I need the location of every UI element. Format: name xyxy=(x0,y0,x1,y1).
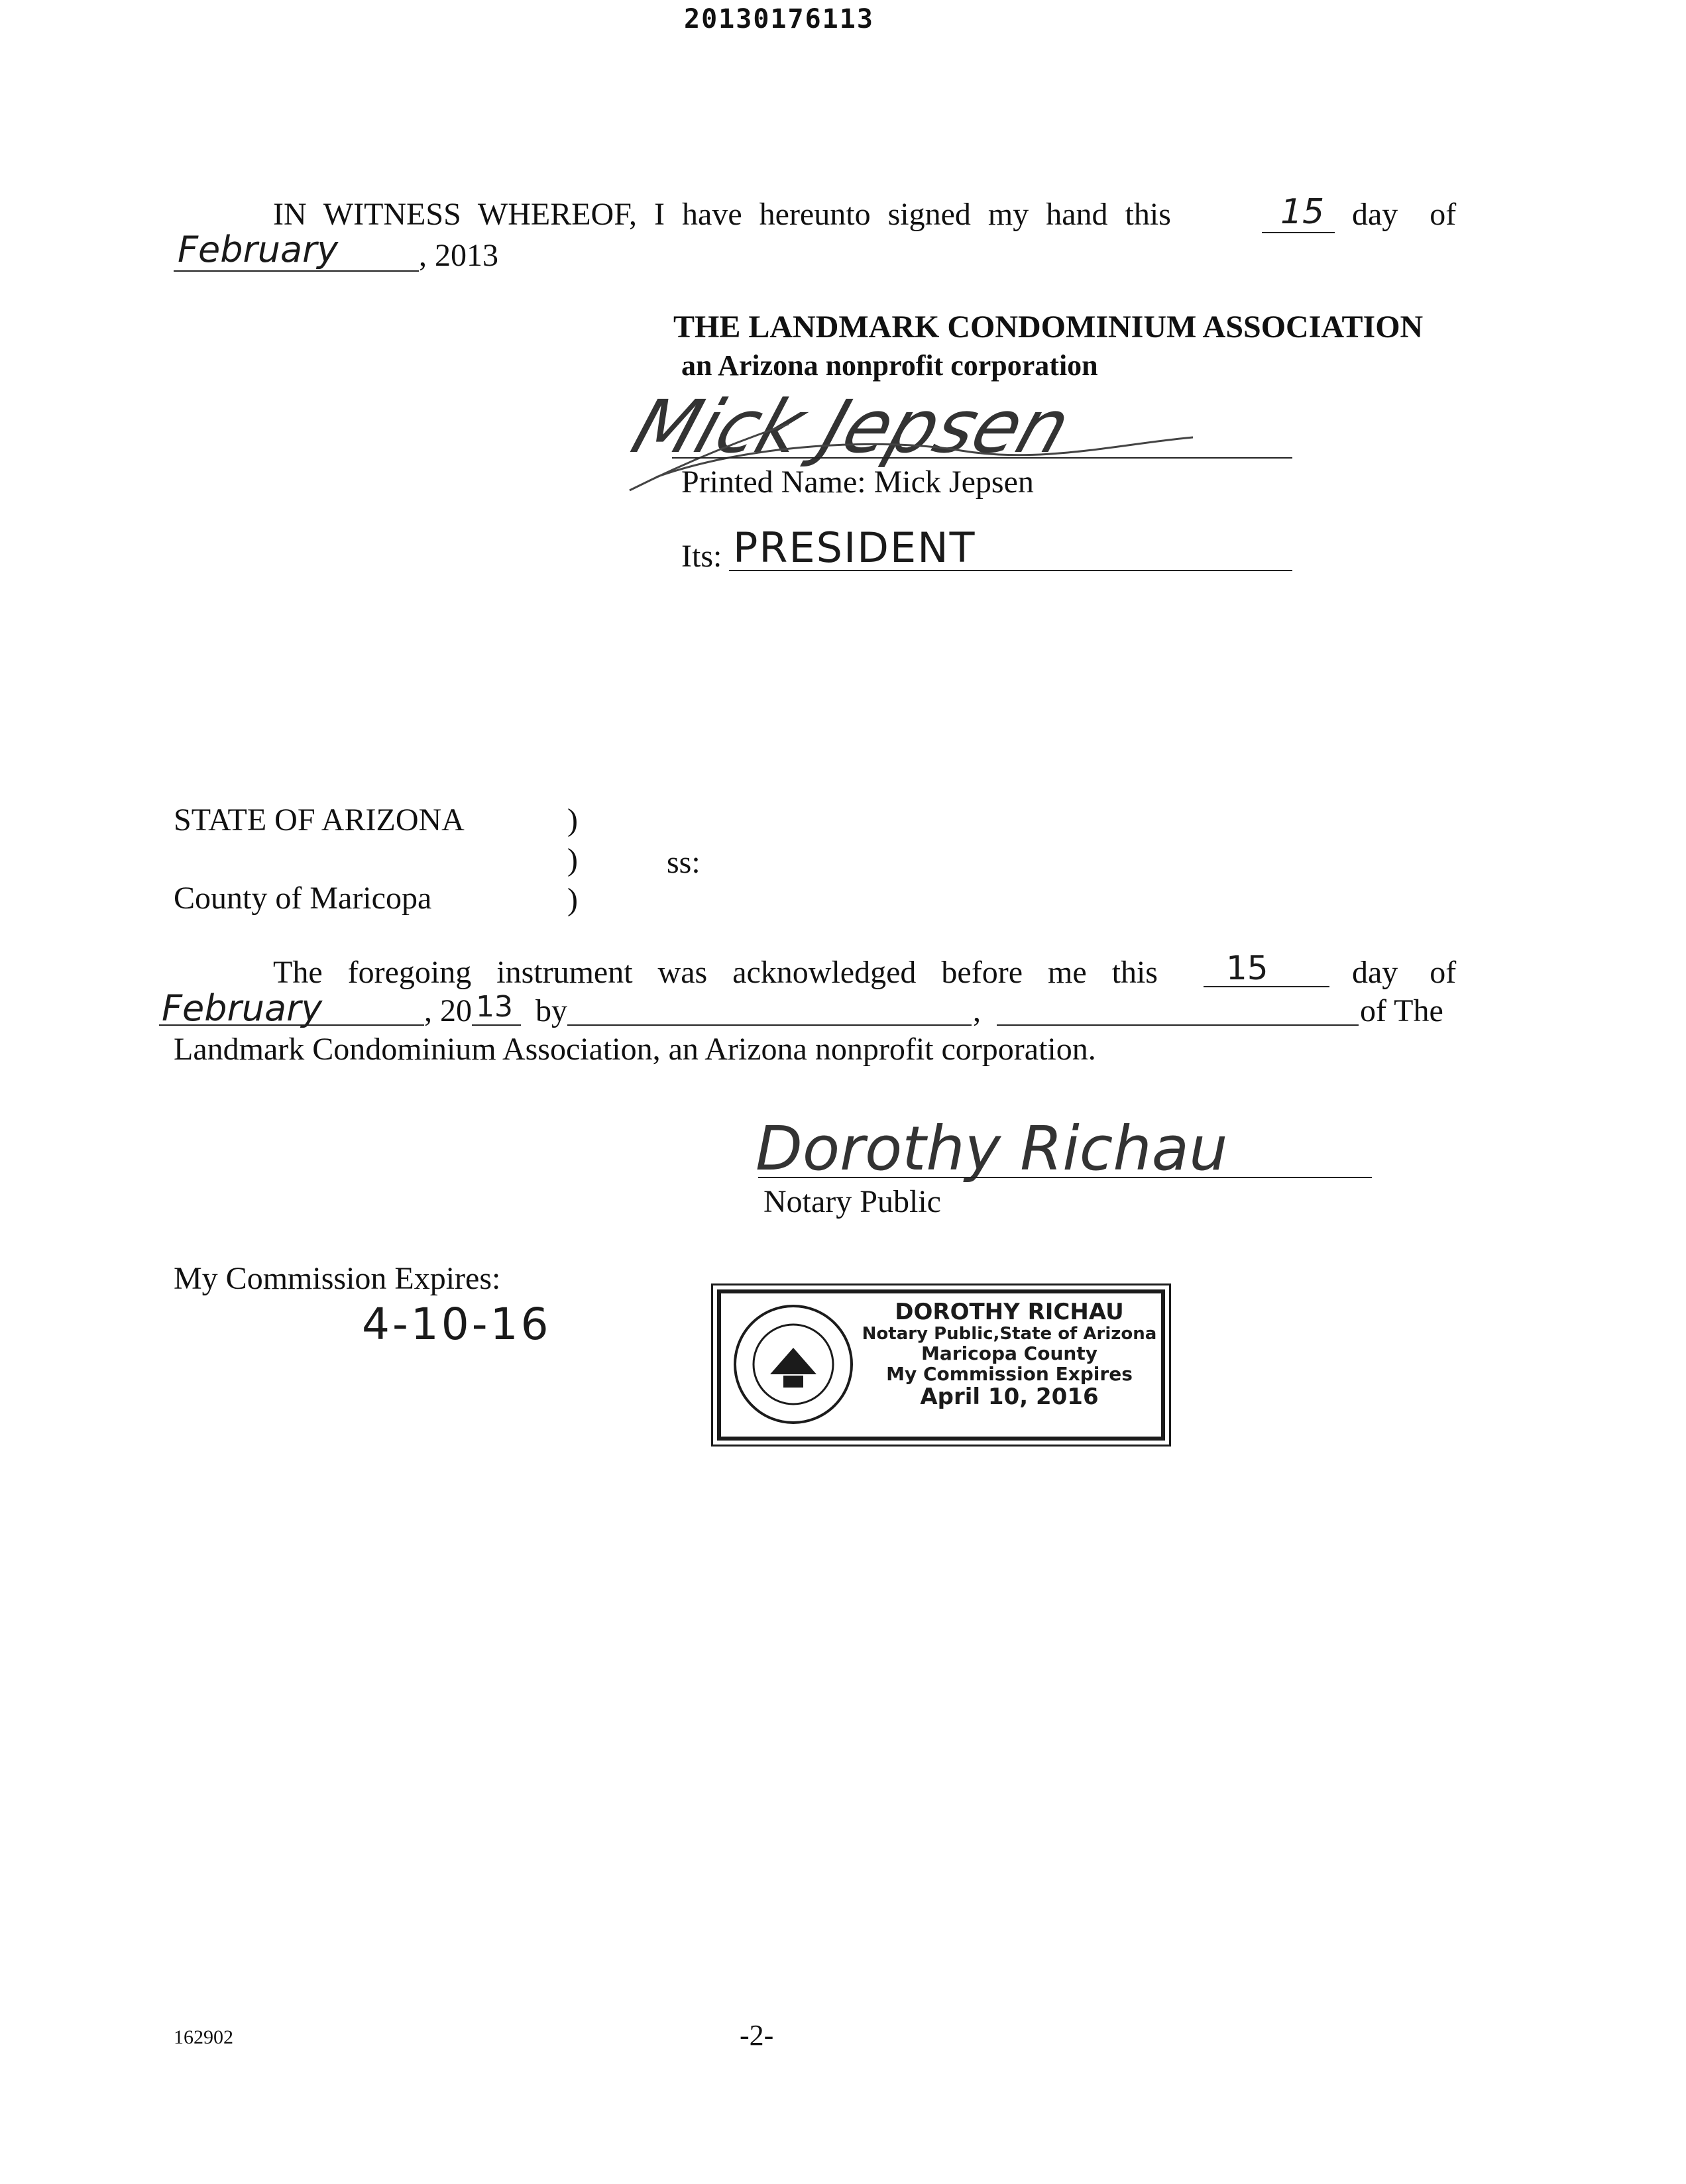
ack-day-handwritten: 15 xyxy=(1226,949,1268,987)
printed-name: Printed Name: Mick Jepsen xyxy=(681,464,1034,500)
notary-signature-line xyxy=(758,1177,1372,1178)
ack-line1-prefix: The foregoing instrument was acknowledged before me this xyxy=(273,955,1158,990)
ack-year-line xyxy=(472,1024,521,1026)
stamp-line2: Notary Public,State of Arizona xyxy=(862,1324,1157,1344)
ack-of-the: of The xyxy=(1360,993,1443,1028)
ack-year-prefix: , 20 xyxy=(424,993,472,1028)
ack-title-line xyxy=(997,1024,1359,1026)
its-label: Its: xyxy=(681,539,722,574)
its-handwritten: PRESIDENT xyxy=(733,523,976,572)
ack-year-handwritten: 13 xyxy=(476,990,513,1024)
venue-paren-1: ) xyxy=(567,802,578,838)
witness-day-line xyxy=(1262,232,1335,233)
ack-comma: , xyxy=(973,993,981,1028)
document-number: 20130176113 xyxy=(684,4,874,34)
stamp-line4: My Commission Expires xyxy=(886,1362,1133,1385)
its-line xyxy=(729,570,1292,571)
ack-month-line xyxy=(159,1024,424,1026)
venue-paren-2: ) xyxy=(567,842,578,877)
ack-by: by xyxy=(535,993,567,1028)
ack-name-line xyxy=(567,1024,972,1026)
ack-line1-suffix: day of xyxy=(1352,955,1457,990)
witness-month-line xyxy=(174,270,419,272)
venue-paren-3: ) xyxy=(567,882,578,917)
ack-month-handwritten: February xyxy=(162,987,323,1029)
stamp-name: DOROTHY RICHAU xyxy=(895,1299,1124,1325)
notary-signature: Dorothy Richau xyxy=(756,1113,1228,1184)
notary-label: Notary Public xyxy=(763,1184,941,1219)
footer-page-number: -2- xyxy=(740,2019,774,2051)
association-name: THE LANDMARK CONDOMINIUM ASSOCIATION xyxy=(673,309,1424,345)
signature-line xyxy=(672,457,1292,459)
witness-day-handwritten: 15 xyxy=(1280,192,1325,232)
witness-year: , 2013 xyxy=(419,238,498,273)
association-subtitle: an Arizona nonprofit corporation xyxy=(681,349,1098,382)
witness-line1-prefix: IN WITNESS WHEREOF, I have hereunto signed my hand this xyxy=(273,197,1171,232)
venue-county: County of Maricopa xyxy=(174,881,432,916)
ack-line3: Landmark Condominium Association, an Arizona nonprofit corporation. xyxy=(174,1032,1096,1067)
ack-day-line xyxy=(1204,986,1329,987)
footer-doc-id: 162902 xyxy=(174,2026,233,2048)
stamp-line3: Maricopa County xyxy=(921,1342,1097,1364)
state-seal-icon xyxy=(730,1301,856,1427)
witness-month-handwritten: February xyxy=(178,229,339,270)
venue-ss: ss: xyxy=(667,845,701,880)
president-signature: Mick Jepsen xyxy=(622,384,1081,469)
witness-line1-suffix: day of xyxy=(1352,197,1457,232)
notary-stamp xyxy=(717,1289,1165,1441)
commission-label: My Commission Expires: xyxy=(174,1261,501,1296)
commission-handwritten: 4-10-16 xyxy=(362,1299,551,1350)
stamp-line5: April 10, 2016 xyxy=(920,1383,1099,1410)
venue-state: STATE OF ARIZONA xyxy=(174,802,465,838)
